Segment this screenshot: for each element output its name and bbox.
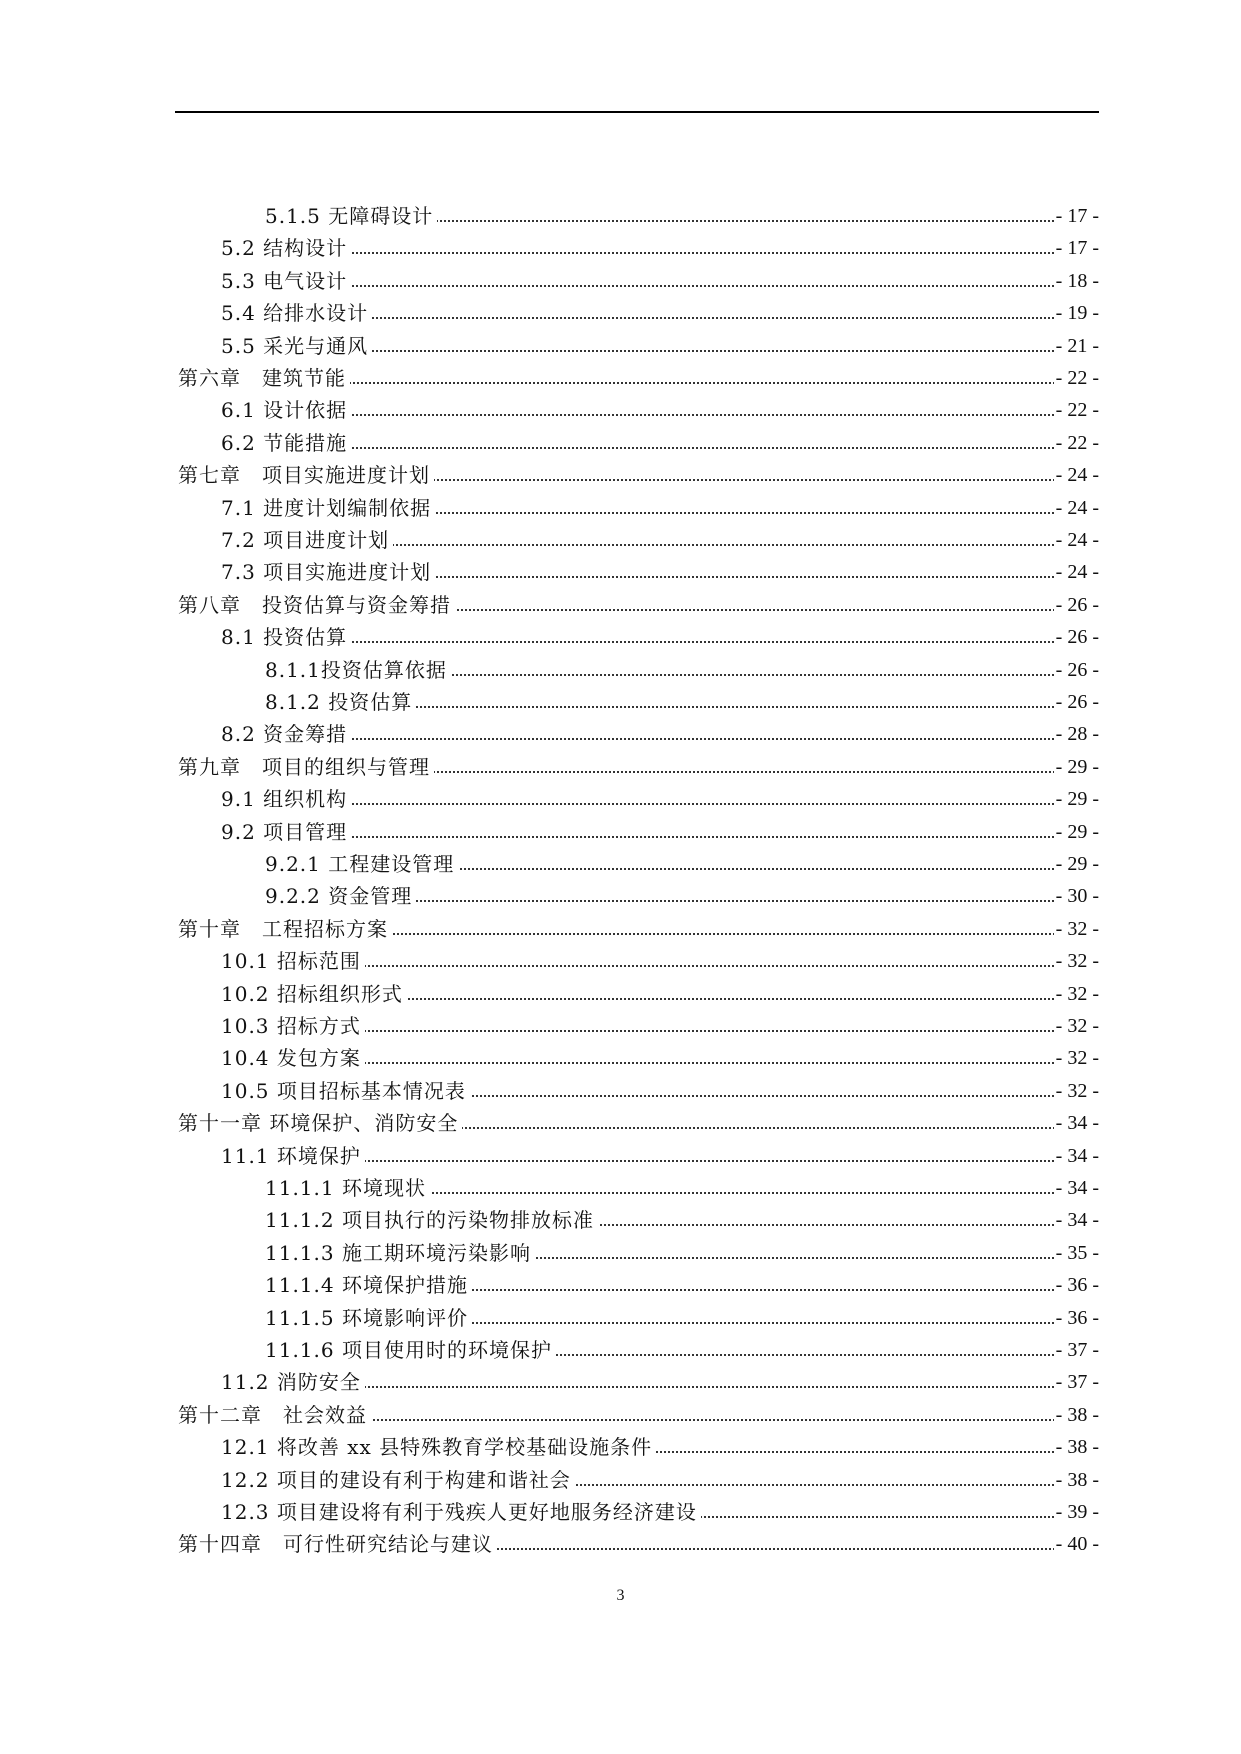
toc-entry-title: 8.2 资金筹措	[221, 719, 351, 749]
toc-entry[interactable]	[0, 460, 1241, 490]
toc-entry-title: 5.3 电气设计	[221, 266, 351, 296]
toc-entry-page: - 28 -	[1054, 719, 1099, 749]
toc-entry[interactable]	[0, 914, 1241, 944]
toc-entry[interactable]	[0, 1432, 1241, 1462]
toc-entry-page: - 36 -	[1054, 1303, 1099, 1333]
toc-entry-page: - 38 -	[1054, 1432, 1099, 1462]
toc-entry[interactable]	[0, 525, 1241, 555]
toc-entry-page: - 32 -	[1054, 1076, 1099, 1106]
toc-entry-page: - 32 -	[1054, 914, 1099, 944]
toc-entry[interactable]	[0, 1141, 1241, 1171]
toc-entry-page: - 36 -	[1054, 1270, 1099, 1300]
toc-entry-page: - 32 -	[1054, 946, 1099, 976]
toc-entry-title: 9.1 组织机构	[221, 784, 351, 814]
toc-entry[interactable]	[0, 946, 1241, 976]
toc-entry[interactable]	[0, 1270, 1241, 1300]
toc-entry-title: 11.1.1 环境现状	[265, 1173, 430, 1203]
toc-entry-page: - 29 -	[1054, 849, 1099, 879]
toc-entry-title: 第十一章 环境保护、消防安全	[178, 1108, 462, 1138]
toc-entry-page: - 39 -	[1054, 1497, 1099, 1527]
toc-entry-title: 10.3 招标方式	[221, 1011, 365, 1041]
toc-entry-page: - 32 -	[1054, 979, 1099, 1009]
toc-entry-page: - 17 -	[1054, 233, 1099, 263]
toc-entry[interactable]	[0, 817, 1241, 847]
toc-entry-title: 5.1.5 无障碍设计	[265, 201, 437, 231]
toc-entry-title: 5.4 给排水设计	[221, 298, 372, 328]
toc-entry-title: 10.5 项目招标基本情况表	[221, 1076, 470, 1106]
toc-entry-title: 12.3 项目建设将有利于残疾人更好地服务经济建设	[221, 1497, 701, 1527]
toc-entry[interactable]	[0, 493, 1241, 523]
toc-entry-title: 10.1 招标范围	[221, 946, 365, 976]
toc-entry[interactable]	[0, 1043, 1241, 1073]
toc-entry-page: - 26 -	[1054, 590, 1099, 620]
toc-entry[interactable]	[0, 590, 1241, 620]
toc-entry-title: 5.2 结构设计	[221, 233, 351, 263]
toc-entry-title: 12.2 项目的建设有利于构建和谐社会	[221, 1465, 575, 1495]
toc-entry-page: - 21 -	[1054, 331, 1099, 361]
toc-entry-page: - 29 -	[1054, 752, 1099, 782]
toc-entry-page: - 24 -	[1054, 460, 1099, 490]
toc-entry-title: 11.1.5 环境影响评价	[265, 1303, 472, 1333]
toc-entry-page: - 40 -	[1054, 1529, 1099, 1559]
toc-entry-title: 11.1.6 项目使用时的环境保护	[265, 1335, 556, 1365]
toc-entry-title: 10.2 招标组织形式	[221, 979, 407, 1009]
toc-entry-page: - 34 -	[1054, 1205, 1099, 1235]
toc-entry-title: 9.2 项目管理	[221, 817, 351, 847]
toc-entry[interactable]	[0, 1011, 1241, 1041]
toc-entry-page: - 34 -	[1054, 1108, 1099, 1138]
toc-entry-title: 11.1.3 施工期环境污染影响	[265, 1238, 535, 1268]
toc-entry[interactable]	[0, 298, 1241, 328]
toc-entry[interactable]	[0, 1076, 1241, 1106]
toc-entry-title: 8.1.1投资估算依据	[265, 655, 451, 685]
toc-entry[interactable]	[0, 1529, 1241, 1559]
toc-entry-page: - 26 -	[1054, 655, 1099, 685]
toc-entry[interactable]	[0, 1303, 1241, 1333]
toc-entry-page: - 32 -	[1054, 1011, 1099, 1041]
toc-entry-page: - 37 -	[1054, 1335, 1099, 1365]
toc-entry-page: - 37 -	[1054, 1367, 1099, 1397]
toc-entry[interactable]	[0, 719, 1241, 749]
toc-entry[interactable]	[0, 655, 1241, 685]
toc-entry[interactable]	[0, 1367, 1241, 1397]
toc-entry[interactable]	[0, 752, 1241, 782]
toc-entry-page: - 32 -	[1054, 1043, 1099, 1073]
toc-entry[interactable]	[0, 784, 1241, 814]
toc-entry-title: 11.1 环境保护	[221, 1141, 365, 1171]
toc-entry-title: 9.2.2 资金管理	[265, 881, 416, 911]
toc-entry[interactable]	[0, 233, 1241, 263]
toc-entry-page: - 24 -	[1054, 525, 1099, 555]
toc-entry-title: 10.4 发包方案	[221, 1043, 365, 1073]
toc-entry-page: - 38 -	[1054, 1465, 1099, 1495]
toc-entry-page: - 22 -	[1054, 395, 1099, 425]
toc-entry[interactable]	[0, 428, 1241, 458]
toc-entry-page: - 29 -	[1054, 817, 1099, 847]
toc-entry[interactable]	[0, 849, 1241, 879]
toc-entry-title: 第七章 项目实施进度计划	[178, 460, 434, 490]
toc-entry-title: 12.1 将改善 xx 县特殊教育学校基础设施条件	[221, 1432, 656, 1462]
toc-entry[interactable]	[0, 1465, 1241, 1495]
toc-entry[interactable]	[0, 331, 1241, 361]
toc-entry-title: 7.3 项目实施进度计划	[221, 557, 435, 587]
page-number: 3	[616, 1587, 625, 1604]
toc-entry-title: 8.1.2 投资估算	[265, 687, 416, 717]
toc-entry[interactable]	[0, 1335, 1241, 1365]
toc-entry-page: - 26 -	[1054, 687, 1099, 717]
toc-entry-title: 第十二章 社会效益	[178, 1400, 371, 1430]
toc-entry-page: - 24 -	[1054, 557, 1099, 587]
toc-entry-page: - 34 -	[1054, 1141, 1099, 1171]
toc-entry-title: 第十四章 可行性研究结论与建议	[178, 1529, 497, 1559]
toc-entry[interactable]	[0, 881, 1241, 911]
toc-entry-title: 6.2 节能措施	[221, 428, 351, 458]
toc-entry-title: 第六章 建筑节能	[178, 363, 350, 393]
toc-entry-title: 第十章 工程招标方案	[178, 914, 392, 944]
toc-entry[interactable]	[0, 201, 1241, 231]
toc-entry-title: 5.5 采光与通风	[221, 331, 372, 361]
toc-entry-title: 11.2 消防安全	[221, 1367, 365, 1397]
toc-entry[interactable]	[0, 1173, 1241, 1203]
toc-entry-title: 8.1 投资估算	[221, 622, 351, 652]
toc-entry[interactable]	[0, 395, 1241, 425]
toc-entry-title: 6.1 设计依据	[221, 395, 351, 425]
toc-entry-title: 第九章 项目的组织与管理	[178, 752, 434, 782]
toc-entry[interactable]	[0, 363, 1241, 393]
toc-entry[interactable]	[0, 687, 1241, 717]
toc-entry-page: - 22 -	[1054, 363, 1099, 393]
toc-entry-page: - 24 -	[1054, 493, 1099, 523]
toc-entry-page: - 30 -	[1054, 881, 1099, 911]
toc-entry[interactable]	[0, 1238, 1241, 1268]
toc-entry[interactable]	[0, 622, 1241, 652]
toc-entry-title: 第八章 投资估算与资金筹措	[178, 590, 455, 620]
toc-entry-page: - 19 -	[1054, 298, 1099, 328]
toc-entry-page: - 26 -	[1054, 622, 1099, 652]
toc-entry-title: 7.1 进度计划编制依据	[221, 493, 435, 523]
toc-entry-page: - 34 -	[1054, 1173, 1099, 1203]
toc-entry-title: 11.1.4 环境保护措施	[265, 1270, 472, 1300]
toc-entry[interactable]	[0, 266, 1241, 296]
toc-entry-page: - 22 -	[1054, 428, 1099, 458]
toc-entry[interactable]	[0, 1205, 1241, 1235]
toc-entry[interactable]	[0, 1400, 1241, 1430]
toc-entry-page: - 18 -	[1054, 266, 1099, 296]
toc-entry-page: - 35 -	[1054, 1238, 1099, 1268]
toc-entry-title: 7.2 项目进度计划	[221, 525, 393, 555]
toc-entry[interactable]	[0, 1497, 1241, 1527]
toc-entry-page: - 17 -	[1054, 201, 1099, 231]
toc-entry-page: - 29 -	[1054, 784, 1099, 814]
toc-entry[interactable]	[0, 1108, 1241, 1138]
toc-entry[interactable]	[0, 979, 1241, 1009]
toc-entry-page: - 38 -	[1054, 1400, 1099, 1430]
toc-entry-title: 11.1.2 项目执行的污染物排放标准	[265, 1205, 598, 1235]
toc-entry-title: 9.2.1 工程建设管理	[265, 849, 458, 879]
toc-entry[interactable]	[0, 557, 1241, 587]
